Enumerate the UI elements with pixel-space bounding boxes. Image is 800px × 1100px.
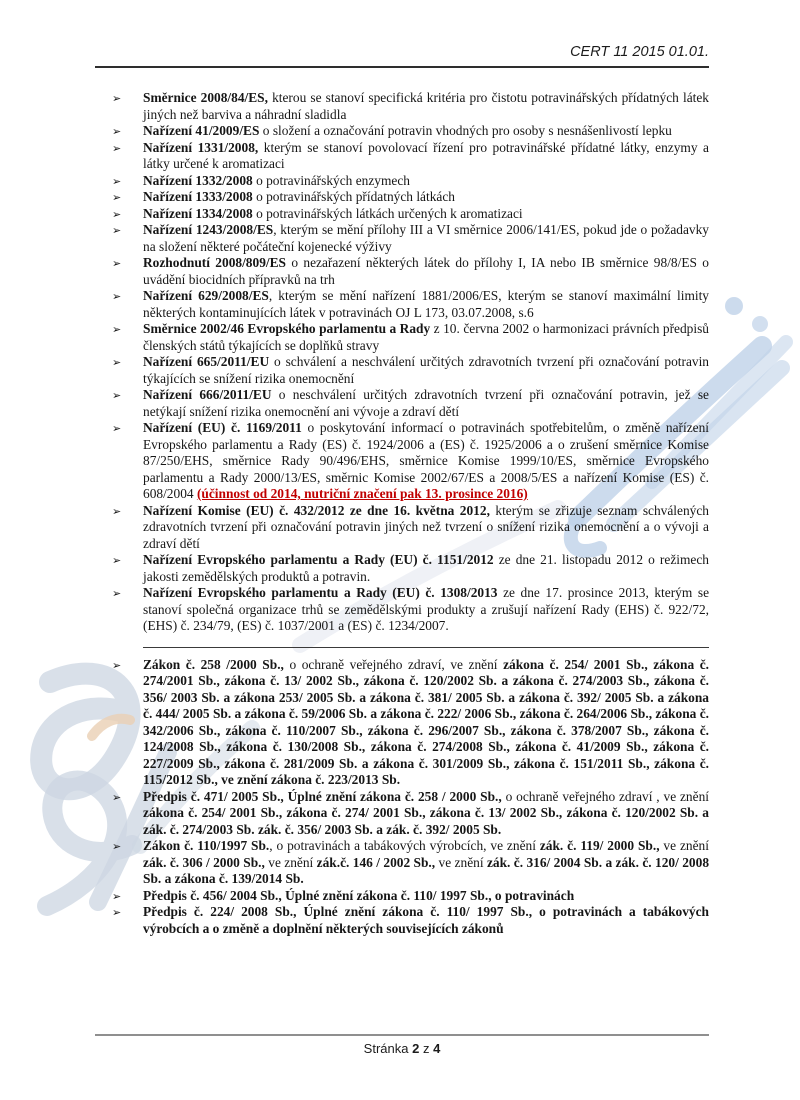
list-item bbox=[95, 552, 709, 585]
bullet-arrow-icon: ➢ bbox=[112, 422, 122, 435]
text-segment: kterým se zřizuje seznam schválených zdravotních tvrzení při označování potravin jiných než tvrzení o snížení rizika onemocnění a o vývoji a zdraví dětí bbox=[143, 502, 709, 551]
list-item-text bbox=[143, 90, 709, 122]
text-segment: Nařízení 41/2009/ES bbox=[143, 123, 260, 138]
list-item bbox=[95, 288, 709, 321]
text-segment: Zákon č. 258 /2000 Sb., bbox=[143, 656, 284, 672]
text-segment: Předpis č. 224/ 2008 Sb., Úplné znění zákona č. 110/ 1997 Sb., o potravinách a tabákových výrobcích a o změně a doplnění některých souvisejících zákonů bbox=[143, 904, 709, 936]
list-item bbox=[95, 90, 709, 123]
eu-regulations-list bbox=[95, 90, 709, 635]
text-segment: Předpis č. 471/ 2005 Sb., Úplné znění zákona č. 258 / 2000 Sb., bbox=[143, 788, 502, 804]
list-item-text bbox=[143, 585, 709, 633]
footer-page-number: 2 bbox=[412, 1041, 420, 1056]
text-segment: zák. č. 119/ 2000 Sb., bbox=[539, 838, 660, 853]
bullet-arrow-icon: ➢ bbox=[112, 790, 122, 804]
bullet-arrow-icon: ➢ bbox=[112, 389, 122, 402]
bullet-arrow-icon: ➢ bbox=[112, 125, 122, 138]
footer-of-word: z bbox=[422, 1041, 430, 1056]
list-item-text bbox=[143, 189, 455, 204]
text-segment: zákona č. 254/ 2001 Sb., zákona č. 274/ 2001 Sb., zákona č. 13/ 2002 Sb., zákona č. 120/2002 Sb. a zák. č. 274/2003 Sb. zák. č. 356/ 2003 Sb. a zák. č. 392/ 2005 Sb. bbox=[143, 805, 709, 837]
list-item bbox=[95, 189, 709, 206]
text-segment: o potravinářských přídatných látkách bbox=[252, 189, 455, 204]
header-doc-code: CERT 11 2015 01.01. bbox=[570, 44, 709, 60]
text-segment: , kterým se mění přílohy III a VI směrnice 2006/141/ES, pokud jde o požadavky na složení některé počáteční kojenecké výživy bbox=[143, 222, 709, 254]
list-item bbox=[95, 255, 709, 288]
list-item-text bbox=[143, 789, 709, 837]
bullet-arrow-icon: ➢ bbox=[112, 323, 122, 336]
bullet-arrow-icon: ➢ bbox=[112, 658, 122, 672]
text-segment: Nařízení 1331/2008, bbox=[143, 139, 259, 155]
text-segment: Směrnice 2002/46 Evropského parlamentu a Rady bbox=[143, 321, 431, 336]
list-item-text bbox=[143, 904, 709, 936]
footer-prefix: Stránka bbox=[363, 1041, 409, 1056]
list-item-text bbox=[143, 503, 709, 551]
text-segment: zák. č. 316/ 2004 Sb. a zák. č. 120/ 2008 Sb. a zákona č. 139/2014 Sb. bbox=[143, 854, 710, 886]
footer-rule bbox=[95, 1034, 709, 1036]
bullet-arrow-icon: ➢ bbox=[112, 257, 122, 270]
text-segment: Nařízení 1243/2008/ES bbox=[143, 222, 274, 237]
text-segment: Předpis č. 456/ 2004 Sb., Úplné znění zákona č. 110/ 1997 Sb., o potravinách bbox=[143, 887, 575, 903]
text-segment: Nařízení 665/2011/EU bbox=[143, 354, 270, 369]
list-item bbox=[95, 354, 709, 387]
list-item bbox=[95, 904, 709, 937]
text-segment: o složení a označování potravin vhodných pro osoby s nesnášenlivostí lepku bbox=[259, 123, 672, 138]
bullet-arrow-icon: ➢ bbox=[112, 587, 122, 600]
text-segment: o potravinářských enzymech bbox=[252, 172, 410, 188]
text-segment: Nařízení 629/2008/ES bbox=[143, 288, 269, 303]
text-segment: Nařízení Evropského parlamentu a Rady (EU) č. 1308/2013 bbox=[143, 585, 498, 600]
bullet-arrow-icon: ➢ bbox=[112, 889, 122, 903]
list-item bbox=[95, 503, 709, 553]
list-item bbox=[95, 173, 709, 190]
list-item bbox=[95, 140, 709, 173]
list-item-text bbox=[143, 173, 410, 188]
text-segment: kterou se stanoví specifická kritéria pro čistotu potravinářských přídatných látek jiných než barviva a náhradní sladidla bbox=[143, 90, 709, 122]
text-segment: ve znění bbox=[264, 854, 317, 870]
list-item-text bbox=[143, 321, 709, 353]
list-item-text bbox=[143, 222, 709, 254]
list-item bbox=[95, 789, 709, 839]
text-segment: Směrnice 2008/84/ES, bbox=[143, 90, 268, 105]
list-item bbox=[95, 321, 709, 354]
text-segment: o ochraně veřejného zdraví, ve znění bbox=[283, 656, 504, 672]
text-segment: Nařízení 1334/2008 bbox=[143, 205, 253, 221]
list-item bbox=[95, 222, 709, 255]
bullet-arrow-icon: ➢ bbox=[112, 356, 122, 369]
text-segment: o potravinářských látkách určených k aromatizaci bbox=[252, 205, 523, 221]
list-item bbox=[95, 420, 709, 503]
text-segment: o ochraně veřejného zdraví , ve znění bbox=[501, 788, 709, 804]
list-item-text bbox=[143, 552, 709, 584]
list-item-text bbox=[143, 420, 709, 501]
list-item bbox=[95, 657, 709, 789]
list-item bbox=[95, 206, 709, 223]
text-segment: Nařízení Evropského parlamentu a Rady (EU) č. 1151/2012 bbox=[143, 552, 494, 567]
bullet-arrow-icon: ➢ bbox=[112, 92, 122, 105]
text-segment: Nařízení 1333/2008 bbox=[143, 189, 253, 204]
bullet-arrow-icon: ➢ bbox=[112, 840, 122, 853]
bullet-arrow-icon: ➢ bbox=[112, 290, 122, 303]
text-segment: Nařízení (EU) č. 1169/2011 bbox=[143, 420, 302, 435]
text-segment: Nařízení Komise (EU) č. 432/2012 ze dne 16. května 2012, bbox=[143, 502, 490, 518]
text-segment: zák.č. 146 / 2002 Sb., bbox=[316, 854, 436, 870]
national-laws-list bbox=[95, 657, 709, 938]
text-segment: o nezařazení některých látek do přílohy I, IA nebo IB směrnice 98/8/ES o uvádění biocidních přípravků na trh bbox=[143, 255, 709, 287]
bullet-arrow-icon: ➢ bbox=[112, 207, 122, 221]
page-footer bbox=[95, 1041, 709, 1056]
list-item-text bbox=[143, 140, 709, 172]
list-item bbox=[95, 123, 709, 140]
list-item bbox=[95, 585, 709, 635]
bullet-arrow-icon: ➢ bbox=[112, 554, 122, 567]
text-segment: ve znění bbox=[435, 854, 487, 870]
list-item bbox=[95, 888, 709, 905]
list-item-text bbox=[143, 255, 709, 287]
text-segment: kterým se stanoví povolovací řízení pro potravinářské přídatné látky, enzymy a látky určené k aromatizaci bbox=[143, 139, 709, 171]
text-segment: zák. č. 306 / 2000 Sb., bbox=[143, 854, 265, 870]
list-item-text bbox=[143, 387, 709, 419]
text-segment: ze dne 21. listopadu 2012 o režimech jakosti zemědělských produktů a potravin. bbox=[143, 552, 709, 584]
bullet-arrow-icon: ➢ bbox=[112, 224, 122, 237]
bullet-arrow-icon: ➢ bbox=[112, 141, 122, 155]
text-segment: o neschválení určitých zdravotních tvrzení při označování potravin, jež se netýkají snížení rizika onemocnění ani vývoje a zdraví dětí bbox=[143, 387, 709, 419]
bullet-arrow-icon: ➢ bbox=[112, 191, 122, 204]
text-segment: ze dne 17. prosince 2013, kterým se stanoví společná organizace trhů se zemědělskými produkty a zrušují nařízení Rady (EHS) č. 922/72, (EHS) č. 234/79, (ES) č. 1037/2001 a (ES) č. 1234/2007. bbox=[143, 585, 710, 633]
list-item-text bbox=[143, 123, 672, 138]
list-item-text bbox=[143, 838, 709, 886]
text-segment: , kterým se mění nařízení 1881/2006/ES, kterým se stanoví maximální limity některých kontaminujících látek v potravinách OJ L 173, 03.07.2008, s.6 bbox=[143, 288, 709, 320]
text-segment: (účinnost od 2014, nutriční značení pak 13. prosince 2016) bbox=[196, 486, 528, 501]
footer-total-pages: 4 bbox=[433, 1041, 441, 1056]
section-divider bbox=[143, 647, 709, 648]
text-segment: o poskytování informací o potravinách spotřebitelům, o změně nařízení Evropského parlamentu a Rady (ES) č. 1924/2006 a (ES) č. 1925/2006 a o zrušení směrnice Komise 87/250/EHS, směrnice Rady 90/496/EHS, směrnice Komise 1999/10/ES, směrnice Evropského parlamentu a Rady 2000/13/ES, směrnic Komise 2002/67/ES a 2008/5/ES a nařízení Komise (ES) č. 608/2004 bbox=[143, 420, 709, 501]
bullet-arrow-icon: ➢ bbox=[112, 174, 122, 188]
header-rule bbox=[95, 66, 709, 68]
list-item bbox=[95, 838, 709, 888]
text-segment: Zákon č. 110/1997 Sb. bbox=[143, 838, 270, 853]
list-item-text bbox=[143, 657, 709, 788]
text-segment: Nařízení 1332/2008 bbox=[143, 172, 253, 188]
list-item-text bbox=[143, 288, 709, 320]
text-segment: z 10. června 2002 o harmonizaci právních předpisů členských států týkajících se doplňků stravy bbox=[143, 321, 709, 353]
bullet-arrow-icon: ➢ bbox=[112, 906, 122, 919]
bullet-arrow-icon: ➢ bbox=[112, 504, 122, 518]
list-item-text bbox=[143, 354, 709, 386]
text-segment: Rozhodnutí 2008/809/ES bbox=[143, 255, 286, 270]
text-segment: ve znění bbox=[659, 838, 709, 853]
text-segment: , o potravinách a tabákových výrobcích, ve znění bbox=[269, 838, 540, 853]
text-segment: zákona č. 254/ 2001 Sb., zákona č. 274/2001 Sb., zákona č. 13/ 2002 Sb., zákona č. 120/2002 Sb. a zákona č. 274/2003 Sb., zákona č. 356/ 2003 Sb. a zákona 253/ 2005 Sb. a zákona č. 381/ 2005 Sb. a zákona č. 392/ 2005 Sb. a zákona č. 444/ 2005 Sb. a zákona č. 59/2006 Sb. a zákona č. 222/ 2006 Sb., zákona č. 264/2006 Sb., zákona č. 342/2006 Sb., zákona č. 110/2007 Sb., zákona č. 296/2007 Sb., zákona č. 378/2007 Sb., zákona č. 124/2008 Sb., zákona č. 130/2008 Sb., zákona č. 274/2008 Sb., zákona č. 41/2009 Sb., zákona č. 227/2009 Sb., zákona č. 281/2009 Sb. a zákona č. 301/2009 Sb., zákona č. 151/2011 Sb., zákona č. 115/2012 Sb., ve znění zákona č. 223/2013 Sb. bbox=[143, 656, 709, 787]
list-item-text bbox=[143, 206, 523, 221]
text-segment: o schválení a neschválení určitých zdravotních tvrzení při označování potravin týkajících se snížení rizika onemocnění bbox=[143, 354, 709, 386]
text-segment: Nařízení 666/2011/EU bbox=[143, 387, 272, 402]
list-item-text bbox=[143, 888, 574, 903]
document-body bbox=[95, 90, 709, 937]
list-item bbox=[95, 387, 709, 420]
